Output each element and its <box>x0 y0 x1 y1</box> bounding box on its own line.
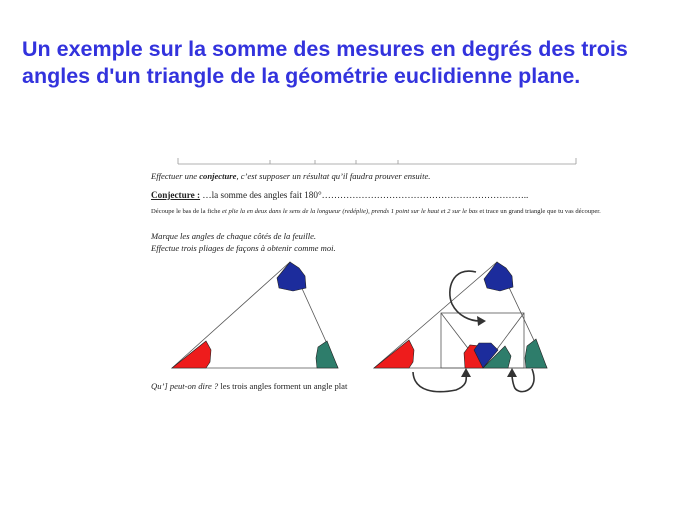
right-arrow-head <box>507 368 517 377</box>
left-blue-angle <box>277 262 306 291</box>
left-fold-arrow <box>413 372 466 392</box>
sheet-top-rule <box>178 158 576 164</box>
top-arrow-head <box>477 316 486 326</box>
conjecture-text: …la somme des angles fait 180°………………………………………………………….. <box>202 190 529 200</box>
slide-title-line-2: angles d'un triangle de la géométrie euclidienne plane. <box>22 64 581 88</box>
intro-part-2: , c’est supposer un résultat qu’il faudra prouver ensuite. <box>236 171 431 181</box>
left-green-angle <box>316 341 338 368</box>
marking-line-2: Effectue trois pliages de façons à obtenir comme moi. <box>151 242 336 253</box>
question-text: Qu’] peut-on dire ? <box>151 381 219 391</box>
top-fold-arrow <box>450 271 480 321</box>
right-green-angle <box>525 339 547 368</box>
slide-title-line-1: Un exemple sur la somme des mesures en degrés des trois <box>22 37 628 61</box>
fold-arrows <box>413 271 534 392</box>
right-fold-arrow <box>512 369 534 392</box>
instruction-part-1: Découpe le bas de la fiche <box>151 208 223 215</box>
answer-text: les trois angles forment un angle plat <box>218 381 348 391</box>
intro-keyword: conjecture <box>199 171 237 181</box>
intro-part-1: Effectuer une <box>151 171 200 181</box>
conjecture-label: Conjecture : <box>151 190 201 200</box>
left-triangle-figure <box>172 262 338 368</box>
instruction-part-3: et trace un grand triangle que tu vas découper. <box>477 208 601 215</box>
right-red-angle <box>374 340 414 368</box>
right-blue-angle <box>484 262 513 291</box>
left-red-angle <box>172 341 211 368</box>
left-arrow-head <box>461 368 471 377</box>
marking-line-1: Marque les angles de chaque côtés de la feuille. <box>151 231 317 241</box>
instruction-part-2: et plie la en deux dans le sens de la longueur (redéplie), prends 1 point sur le haut et 2 sur le bas <box>222 208 478 215</box>
